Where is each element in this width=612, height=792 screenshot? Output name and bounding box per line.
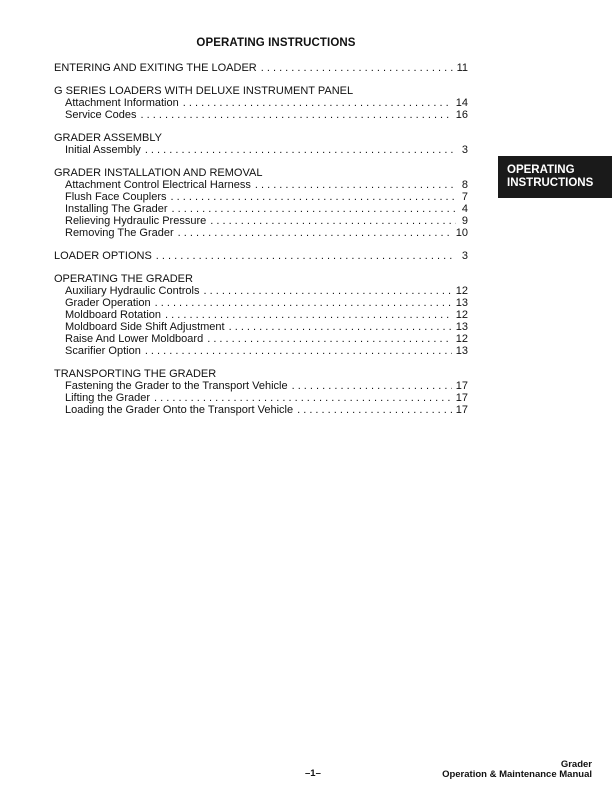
toc-section: [54, 368, 468, 416]
toc-page-number: 13: [455, 297, 468, 309]
toc-entry[interactable]: [54, 380, 468, 392]
toc-entry[interactable]: [54, 321, 468, 333]
manual-title-line1: Grader: [560, 759, 592, 770]
toc-page-number: 9: [461, 215, 468, 227]
toc-entry[interactable]: [54, 297, 468, 309]
toc-section: [54, 250, 468, 262]
toc-entry[interactable]: [54, 179, 468, 191]
toc-entry[interactable]: [54, 191, 468, 203]
page-number: –1–: [305, 768, 321, 779]
toc-page-number: 10: [455, 227, 468, 239]
toc-section: [54, 62, 468, 74]
toc-entry-label: Relieving Hydraulic Pressure: [65, 215, 207, 227]
toc-entry[interactable]: [54, 345, 468, 357]
leader-dots: [145, 345, 452, 357]
manual-title: [442, 760, 592, 780]
toc-entry[interactable]: [54, 62, 468, 74]
toc-page-number: 3: [461, 250, 468, 262]
toc-entry-label: Grader Operation: [65, 297, 151, 309]
toc-entry[interactable]: [54, 250, 468, 262]
toc-heading-label: LOADER OPTIONS: [54, 250, 152, 262]
toc-entry[interactable]: [54, 285, 468, 297]
toc-entry-label: Installing The Grader: [65, 203, 168, 215]
leader-dots: [210, 215, 456, 227]
toc-page-number: 7: [461, 191, 468, 203]
toc-entry-label: Scarifier Option: [65, 345, 141, 357]
leader-dots: [155, 297, 452, 309]
toc-entry[interactable]: [54, 109, 468, 121]
section-tab: [498, 156, 612, 198]
toc-entry-label: Moldboard Rotation: [65, 309, 162, 321]
toc-entry-label: Lifting the Grader: [65, 392, 150, 404]
leader-dots: [255, 179, 456, 191]
manual-title-line2: Operation & Maintenance Manual: [442, 769, 592, 780]
toc-entry-label: Loading the Grader Onto the Transport Vehicle: [65, 404, 294, 416]
toc-entry[interactable]: [54, 203, 468, 215]
toc-page-number: 12: [455, 333, 468, 345]
toc-page-number: 4: [461, 203, 468, 215]
toc-page-number: 13: [455, 345, 468, 357]
toc-entry[interactable]: [54, 215, 468, 227]
toc-heading: G SERIES LOADERS WITH DELUXE INSTRUMENT PANEL: [54, 85, 354, 97]
toc-heading: OPERATING THE GRADER: [54, 273, 193, 285]
toc-page-number: 16: [455, 109, 468, 121]
toc-heading: GRADER INSTALLATION AND REMOVAL: [54, 167, 263, 179]
toc-section: [54, 132, 468, 156]
leader-dots: [171, 191, 457, 203]
toc-page-number: 12: [455, 309, 468, 321]
toc-page-number: 17: [455, 404, 468, 416]
toc-entry[interactable]: [54, 404, 468, 416]
toc-page-number: 8: [461, 179, 468, 191]
toc-heading: TRANSPORTING THE GRADER: [54, 368, 217, 380]
toc-entry-label: Flush Face Couplers: [65, 191, 167, 203]
section-tab-line1: OPERATING: [507, 164, 575, 176]
toc-heading: GRADER ASSEMBLY: [54, 132, 162, 144]
toc-entry[interactable]: [54, 97, 468, 109]
leader-dots: [292, 380, 452, 392]
toc-page-number: 14: [455, 97, 468, 109]
toc-entry-label: Initial Assembly: [65, 144, 141, 156]
leader-dots: [154, 392, 452, 404]
toc-heading-label: ENTERING AND EXITING THE LOADER: [54, 62, 257, 74]
leader-dots: [165, 309, 452, 321]
leader-dots: [145, 144, 456, 156]
section-tab-line2: INSTRUCTIONS: [507, 177, 594, 189]
toc-page-number: 17: [455, 392, 468, 404]
toc-entry-label: Attachment Information: [65, 97, 179, 109]
toc-entry[interactable]: [54, 144, 468, 156]
toc-entry-label: Fastening the Grader to the Transport Vehicle: [65, 380, 288, 392]
leader-dots: [297, 404, 452, 416]
toc-entry-label: Raise And Lower Moldboard: [65, 333, 204, 345]
leader-dots: [261, 62, 453, 74]
toc-page-number: 17: [455, 380, 468, 392]
toc-section: [54, 167, 468, 239]
toc-entry-label: Removing The Grader: [65, 227, 174, 239]
toc-entry-label: Attachment Control Electrical Harness: [65, 179, 251, 191]
toc-page-number: 12: [455, 285, 468, 297]
toc-entry[interactable]: [54, 309, 468, 321]
toc-page-number: 11: [456, 62, 468, 74]
toc-entry[interactable]: [54, 392, 468, 404]
leader-dots: [172, 203, 456, 215]
leader-dots: [141, 109, 452, 121]
leader-dots: [204, 285, 452, 297]
leader-dots: [183, 97, 452, 109]
toc-entry-label: Auxiliary Hydraulic Controls: [65, 285, 200, 297]
toc-section: [54, 273, 468, 357]
toc-section: [54, 85, 468, 121]
toc-entry[interactable]: [54, 333, 468, 345]
leader-dots: [178, 227, 452, 239]
toc-entry-label: Moldboard Side Shift Adjustment: [65, 321, 225, 333]
table-of-contents: [54, 62, 468, 427]
leader-dots: [207, 333, 452, 345]
page-title: OPERATING INSTRUCTIONS: [196, 37, 356, 49]
leader-dots: [156, 250, 456, 262]
toc-entry[interactable]: [54, 227, 468, 239]
toc-page-number: 3: [461, 144, 468, 156]
leader-dots: [229, 321, 452, 333]
toc-entry-label: Service Codes: [65, 109, 137, 121]
toc-page-number: 13: [455, 321, 468, 333]
